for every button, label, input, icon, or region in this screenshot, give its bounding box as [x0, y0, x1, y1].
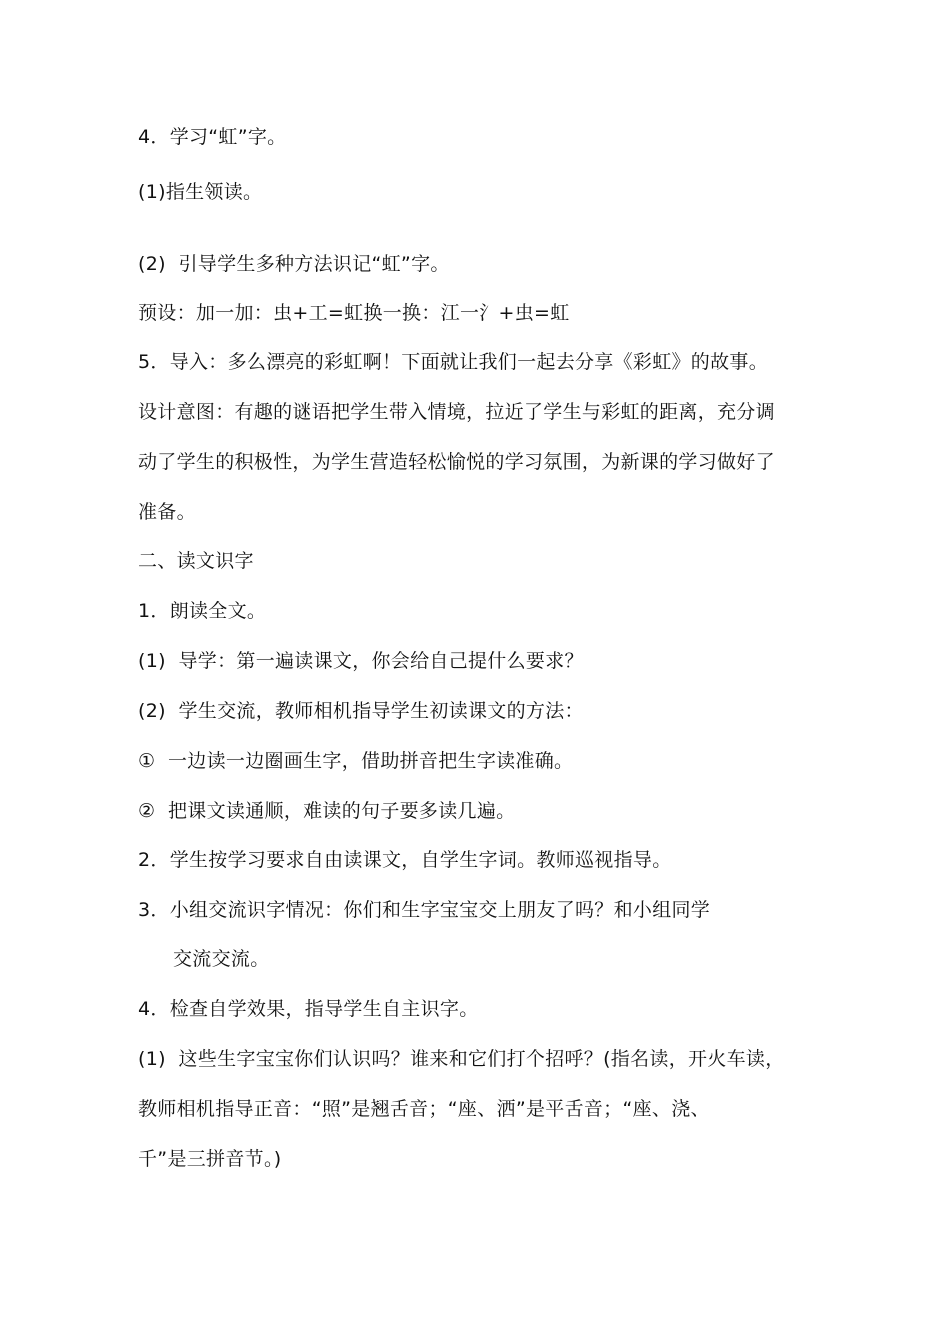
text-line: ② 把课文读通顺，难读的句子要多读几遍。 — [138, 800, 516, 822]
text-line: 预设：加一加：虫+工=虹换一换：江一氵+虫=虹 — [138, 302, 570, 324]
text-line: 4．学习“虹”字。 — [138, 126, 287, 148]
text-line: 动了学生的积极性，为学生营造轻松愉悦的学习氛围，为新课的学习做好了 — [138, 451, 775, 473]
text-line: (1)指生领读。 — [138, 181, 263, 203]
section-heading: 二、读文识字 — [138, 550, 254, 572]
text-line: 设计意图：有趣的谜语把学生带入情境，拉近了学生与彩虹的距离，充分调 — [138, 401, 775, 423]
text-line: 4．检查自学效果，指导学生自主识字。 — [138, 998, 479, 1020]
text-line: (2) 引导学生多种方法识记“虹”字。 — [138, 253, 450, 275]
text-line: 准备。 — [138, 501, 196, 523]
text-line: (1) 这些生字宝宝你们认识吗？谁来和它们打个招呼？(指名读，开火车读， — [138, 1048, 785, 1070]
text-line: ① 一边读一边圈画生字，借助拼音把生字读准确。 — [138, 750, 574, 772]
text-line: 交流交流。 — [173, 948, 270, 970]
text-line: 5．导入：多么漂亮的彩虹啊！下面就让我们一起去分享《彩虹》的故事。 — [138, 351, 768, 373]
text-line: 3．小组交流识字情况：你们和生字宝宝交上朋友了吗？和小组同学 — [138, 899, 711, 921]
text-line: 千”是三拼音节。) — [138, 1148, 282, 1170]
text-line: 2．学生按学习要求自由读课文，自学生字词。教师巡视指导。 — [138, 849, 672, 871]
text-line: (2) 学生交流，教师相机指导学生初读课文的方法： — [138, 700, 584, 722]
text-line: 1．朗读全文。 — [138, 600, 267, 622]
text-line: 教师相机指导正音：“照”是翘舌音；“座、洒”是平舌音；“座、浇、 — [138, 1098, 710, 1120]
text-line: (1) 导学：第一遍读课文，你会给自己提什么要求？ — [138, 650, 584, 672]
